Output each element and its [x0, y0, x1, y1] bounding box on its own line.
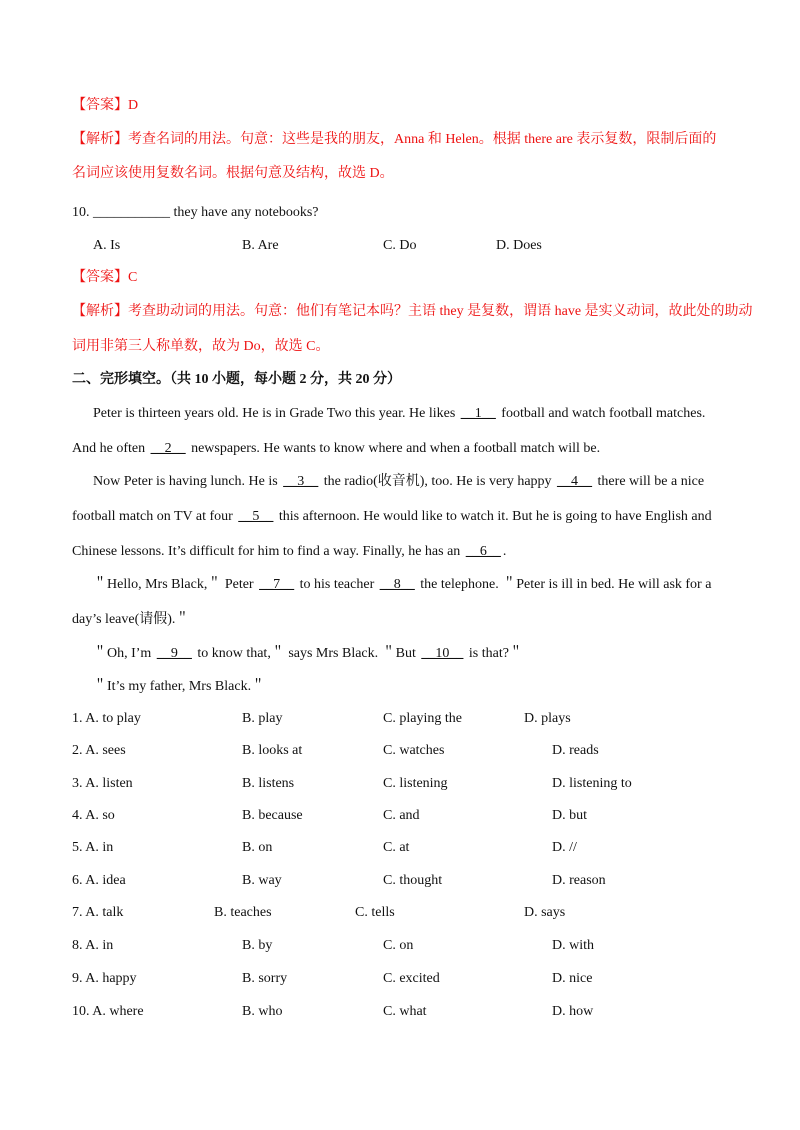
option-4d: D. but: [552, 808, 587, 823]
option-10b: B. who: [242, 1004, 283, 1019]
option-1c: C. playing the: [383, 711, 462, 726]
blank-6: __6__: [465, 544, 501, 559]
option-7a: 7. A. talk: [72, 905, 124, 920]
analysis-label: 【解析】: [72, 132, 128, 147]
answer-value: C: [128, 270, 138, 285]
analysis-text: 考查名词的用法。句意：这些是我的朋友，Anna 和 Helen。根据 there are 表示复数，限制后面的: [128, 132, 717, 147]
section-title: 二、完形填空。（共 10 小题，每小题 2 分，共 20 分）: [72, 372, 401, 387]
option-8b: B. by: [242, 938, 273, 953]
q10-stem: 10. ___________ they have any notebooks?: [72, 205, 319, 220]
option-9b: B. sorry: [242, 971, 288, 986]
q9-analysis-line2: 名词应该使用复数名词。根据句意及结构，故选 D。: [72, 166, 394, 181]
option-10d: D. how: [552, 1004, 594, 1019]
option-2a: 2. A. sees: [72, 743, 126, 758]
option-5b: B. on: [242, 840, 273, 855]
blank-9: __9__: [156, 646, 192, 661]
analysis-text: 考查助动词的用法。句意：他们有笔记本吗？主语 they 是复数，谓语 have 是实义动词，故此处的助动: [128, 304, 753, 319]
passage-line: Peter is thirteen years old. He is in Grade Two this year. He likes __1__ football and watch football matches.: [93, 406, 706, 421]
answer-value: D: [128, 98, 139, 113]
option-9c: C. excited: [383, 971, 440, 986]
blank-10: __10__: [421, 646, 464, 661]
option-4b: B. because: [242, 808, 303, 823]
blank-7: __7__: [259, 577, 295, 592]
option-6c: C. thought: [383, 873, 443, 888]
option-9a: 9. A. happy: [72, 971, 137, 986]
q10-option-c: C. Do: [383, 238, 417, 253]
option-7c: C. tells: [355, 905, 395, 920]
passage-line: Now Peter is having lunch. He is __3__ the radio(收音机), too. He is very happy __4__ there will be a nice: [93, 474, 705, 489]
blank-1: __1__: [460, 406, 496, 421]
q10-answer: [72, 269, 137, 287]
option-1b: B. play: [242, 711, 283, 726]
passage-line: ＂It’s my father, Mrs Black.＂: [93, 679, 266, 694]
q9-answer: [72, 97, 138, 115]
option-1d: D. plays: [524, 711, 571, 726]
answer-label: 【答案】: [72, 270, 128, 285]
option-3b: B. listens: [242, 776, 295, 791]
option-9d: D. nice: [552, 971, 593, 986]
option-8a: 8. A. in: [72, 938, 114, 953]
passage-line: ＂Hello, Mrs Black,＂ Peter __7__ to his teacher __8__ the telephone. ＂Peter is ill in bed. He will ask for a: [93, 577, 712, 592]
analysis-label: 【解析】: [72, 304, 128, 319]
option-6b: B. way: [242, 873, 282, 888]
blank-4: __4__: [557, 474, 593, 489]
q10-option-b: B. Are: [242, 238, 279, 253]
option-4c: C. and: [383, 808, 420, 823]
option-1a: 1. A. to play: [72, 711, 141, 726]
q10-analysis-line2: 词用非第三人称单数，故为 Do，故选 C。: [72, 339, 330, 354]
option-10c: C. what: [383, 1004, 427, 1019]
passage-line: day’s leave(请假).＂: [72, 612, 190, 627]
passage-line: Chinese lessons. It’s difficult for him to find a way. Finally, he has an __6__ .: [72, 544, 507, 559]
option-3d: D. listening to: [552, 776, 632, 791]
option-6d: D. reason: [552, 873, 606, 888]
option-5d: D. //: [552, 840, 577, 855]
q10-analysis-line1: [72, 303, 753, 321]
option-2c: C. watches: [383, 743, 445, 758]
option-6a: 6. A. idea: [72, 873, 126, 888]
passage-line: ＂Oh, I’m __9__ to know that,＂ says Mrs Black. ＂But __10__ is that?＂: [93, 646, 523, 661]
option-4a: 4. A. so: [72, 808, 115, 823]
option-8d: D. with: [552, 938, 594, 953]
option-3c: C. listening: [383, 776, 448, 791]
blank-8: __8__: [379, 577, 415, 592]
option-7b: B. teaches: [214, 905, 272, 920]
option-8c: C. on: [383, 938, 414, 953]
option-10a: 10. A. where: [72, 1004, 144, 1019]
option-5a: 5. A. in: [72, 840, 114, 855]
q10-option-d: D. Does: [496, 238, 542, 253]
passage-line: And he often __2__ newspapers. He wants to know where and when a football match will be.: [72, 441, 601, 456]
option-2d: D. reads: [552, 743, 599, 758]
answer-label: 【答案】: [72, 98, 128, 113]
option-2b: B. looks at: [242, 743, 303, 758]
blank-5: __5__: [238, 509, 274, 524]
passage-line: football match on TV at four __5__ this afternoon. He would like to watch it. But he is going to have English and: [72, 509, 712, 524]
option-5c: C. at: [383, 840, 410, 855]
blank-3: __3__: [283, 474, 319, 489]
blank-2: __2__: [150, 441, 186, 456]
option-3a: 3. A. listen: [72, 776, 133, 791]
q10-option-a: A. Is: [93, 238, 121, 253]
option-7d: D. says: [524, 905, 566, 920]
q9-analysis-line1: [72, 131, 716, 149]
